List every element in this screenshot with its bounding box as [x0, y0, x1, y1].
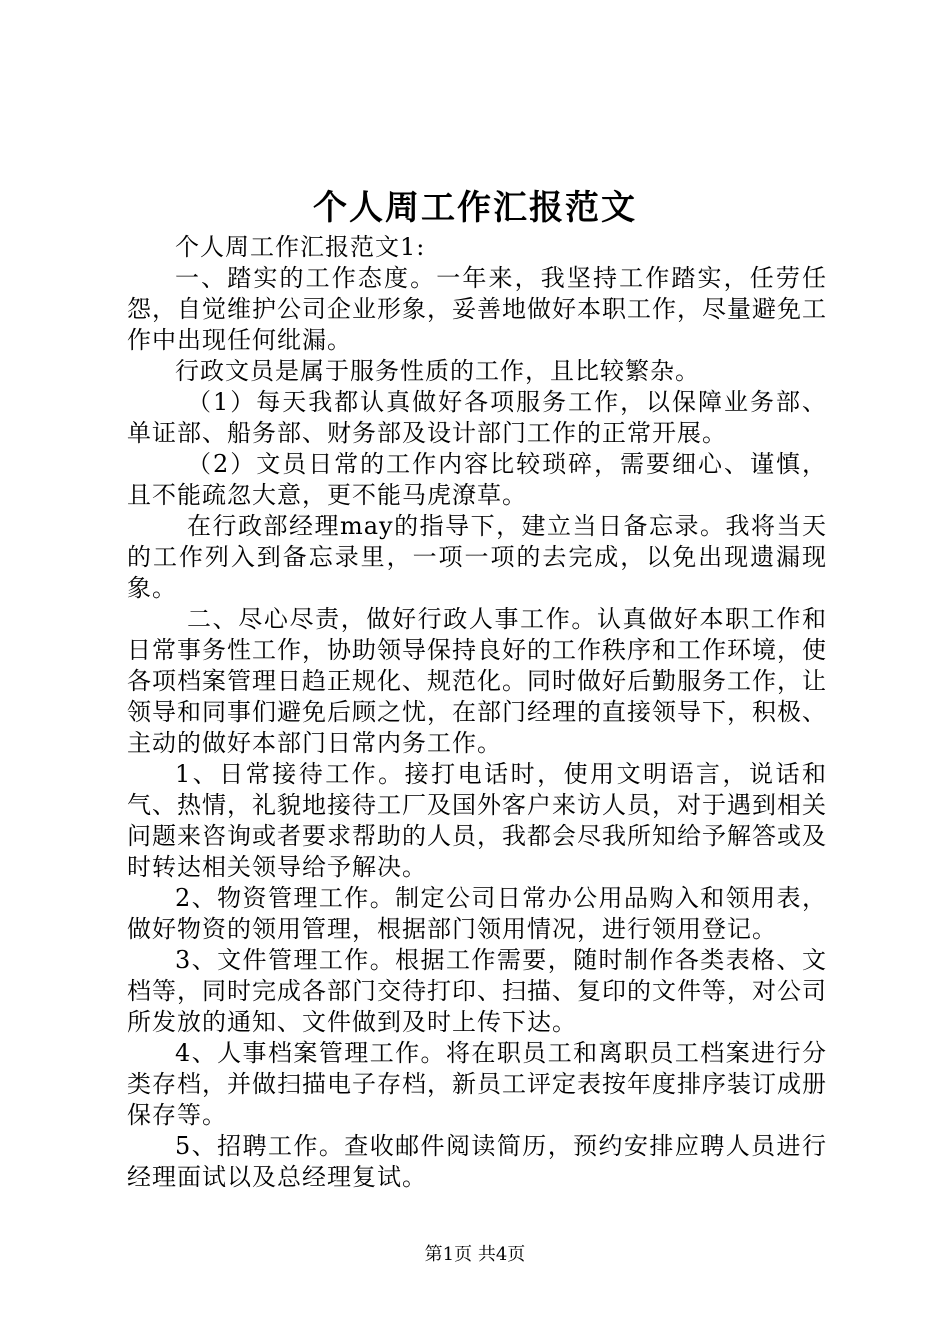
paragraph-recruitment: 5、招聘工作。查收邮件阅读简历，预约安排应聘人员进行经理面试以及总经理复试。 — [127, 1132, 827, 1191]
document-body — [127, 232, 827, 1193]
paragraph-intro: 个人周工作汇报范文1: — [175, 233, 426, 261]
paragraph-supplies: 2、物资管理工作。制定公司日常办公用品购入和领用表，做好物资的领用管理，根据部门领用情况，进行领用登记。 — [127, 884, 827, 943]
paragraph-clerk-role: 行政文员是属于服务性质的工作，且比较繁杂。 — [175, 357, 700, 385]
paragraph-documents: 3、文件管理工作。根据工作需要，随时制作各类表格、文档等，同时完成各部门交待打印、扫描、复印的文件等，对公司所发放的通知、文件做到及时上传下达。 — [127, 946, 827, 1036]
paragraph-memo: 在行政部经理may的指导下，建立当日备忘录。我将当天的工作列入到备忘录里，一项一项的去完成，以免出现遗漏现象。 — [127, 512, 827, 602]
paragraph-item-2: （2）文员日常的工作内容比较琐碎，需要细心、谨慎，且不能疏忽大意，更不能马虎潦草。 — [127, 450, 827, 509]
paragraph-section-1: 一、踏实的工作态度。一年来，我坚持工作踏实，任劳任怨，自觉维护公司企业形象，妥善地做好本职工作，尽量避免工作中出现任何纰漏。 — [127, 264, 827, 354]
document-title: 个人周工作汇报范文 — [313, 188, 637, 228]
paragraph-item-1: （1）每天我都认真做好各项服务工作，以保障业务部、单证部、船务部、财务部及设计部门工作的正常开展。 — [127, 388, 827, 447]
paragraph-section-2: 二、尽心尽责，做好行政人事工作。认真做好本职工作和日常事务性工作，协助领导保持良好的工作秩序和工作环境，使各项档案管理日趋正规化、规范化。同时做好后勤服务工作，让领导和同事们避免后顾之忧，在部门经理的直接领导下，积极、主动的做好本部门日常内务工作。 — [127, 605, 827, 757]
paragraph-personnel-files: 4、人事档案管理工作。将在职员工和离职员工档案进行分类存档，并做扫描电子存档，新员工评定表按年度排序装订成册保存等。 — [127, 1039, 827, 1129]
page-number-footer: 第1页 共4页 — [424, 1244, 526, 1265]
paragraph-reception: 1、日常接待工作。接打电话时，使用文明语言，说话和气、热情，礼貌地接待工厂及国外客户来访人员，对于遇到相关问题来咨询或者要求帮助的人员，我都会尽我所知给予解答或及时转达相关领导给予解决。 — [127, 760, 827, 881]
